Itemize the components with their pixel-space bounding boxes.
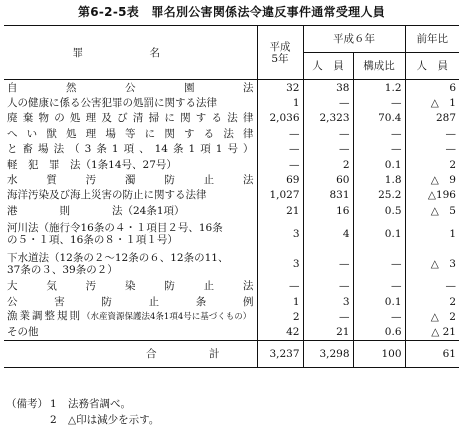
header-prev-persons: 人 員 [405, 53, 459, 80]
row-diff-value: △ 1 [405, 95, 459, 110]
row-h6-value: — [303, 126, 353, 141]
row-crime-name [4, 279, 257, 294]
row-diff-value: 2 [405, 294, 459, 309]
row-h5-value: 2 [257, 309, 303, 324]
row-h6-value: 831 [303, 188, 353, 203]
row-ratio-value: 1.8 [353, 172, 405, 187]
row-h5-value: 1,027 [257, 188, 303, 203]
row-diff-value: △ 5 [405, 203, 459, 218]
row-h5-value: 2,036 [257, 111, 303, 126]
row-h6-value: 2,323 [303, 111, 353, 126]
row-crime-name-text: 港 則 法（24条1項） [7, 204, 185, 217]
row-crime-name [4, 325, 257, 341]
header-h6-persons: 人 員 [303, 53, 353, 80]
row-crime-name-text: 海洋汚染及び海上災害の防止に関する法律 [7, 189, 207, 202]
row-h6-value: 38 [303, 80, 353, 96]
header-h5 [257, 26, 303, 80]
row-h5-value: 69 [257, 172, 303, 187]
row-crime-name [4, 172, 257, 187]
row-ratio-value: 1.2 [353, 80, 405, 96]
row-h5-value: — [257, 279, 303, 294]
row-ratio-value: 0.1 [353, 294, 405, 309]
row-crime-name [4, 157, 257, 172]
row-crime-name-text: その他 [7, 326, 39, 339]
row-ratio-value: — [353, 309, 405, 324]
row-crime-name [4, 203, 257, 218]
row-crime-name [4, 80, 257, 96]
row-diff-value: 6 [405, 80, 459, 96]
row-crime-name [4, 111, 257, 126]
table-row [4, 309, 459, 324]
total-h5-value: 3,237 [257, 341, 303, 368]
table-row [4, 249, 459, 279]
row-ratio-value: 0.5 [353, 203, 405, 218]
row-h5-value: 42 [257, 325, 303, 341]
header-h5-label: 平成 5年 [269, 40, 291, 65]
row-h5-value: 1 [257, 294, 303, 309]
row-crime-name-text: 公害防止条例 [7, 295, 254, 308]
row-ratio-value: 25.2 [353, 188, 405, 203]
row-crime-name [4, 294, 257, 309]
header-h6-ratio: 構成比 [353, 53, 405, 80]
table-row [4, 325, 459, 341]
total-label-cell [4, 341, 257, 368]
table-row [4, 279, 459, 294]
row-ratio-value: — [353, 142, 405, 157]
table-row [4, 203, 459, 218]
row-h6-value: 16 [303, 203, 353, 218]
table-row [4, 80, 459, 96]
row-crime-name-text: 人の健康に係る公害犯罪の処罰に関する法律 [7, 97, 217, 110]
table-row [4, 126, 459, 141]
statistics-table [4, 25, 459, 368]
row-ratio-value: — [353, 279, 405, 294]
total-diff-value: 61 [405, 341, 459, 368]
row-crime-name-note: （水産資源保護法4条1項4号に基づくもの） [82, 312, 252, 323]
row-diff-value: △ 3 [405, 249, 459, 279]
row-h6-value: — [303, 95, 353, 110]
row-diff-value: — [405, 142, 459, 157]
row-crime-name [4, 126, 257, 141]
notes-label: （備考） [6, 398, 48, 410]
header-crime: 罪 名 [4, 26, 257, 80]
row-ratio-value: — [353, 95, 405, 110]
note-row-2 [6, 412, 159, 428]
total-row [4, 341, 459, 368]
row-crime-name-main: 漁業調整規則 [7, 310, 82, 323]
row-crime-name-line: 下水道法（12条の２～12条の６、12条の11、 [7, 251, 229, 264]
table-row [4, 157, 459, 172]
row-ratio-value: 0.1 [353, 219, 405, 249]
row-ratio-value: 0.1 [353, 157, 405, 172]
row-crime-name-text: 水質汚濁防止法 [7, 174, 254, 187]
table-row [4, 111, 459, 126]
row-crime-name-text: へい獣処理場等に関する法律 [7, 127, 254, 140]
row-crime-name-line: 37条の３、39条の２） [7, 263, 118, 276]
row-crime-name-text: と畜場法（3条1項、14条1項1号） [7, 143, 254, 156]
row-crime-name-line: の５・１項、16条の８・１項１号） [7, 233, 178, 246]
row-crime-name-text: 廃棄物の処理及び清掃に関する法律 [7, 112, 254, 125]
table-row [4, 172, 459, 187]
note-text: △印は減少を示す。 [68, 414, 160, 426]
table-row [4, 95, 459, 110]
row-crime-name [4, 142, 257, 157]
row-h5-value: 1 [257, 95, 303, 110]
row-h6-value: 4 [303, 219, 353, 249]
row-crime-name-text: 軽 犯 罪 法（1条14号、27号） [7, 158, 177, 171]
row-crime-name [4, 219, 257, 249]
table-title: 第6-2-5表 罪名別公害関係法令違反事件通常受理人員 [77, 5, 386, 19]
note-row-1 [6, 396, 159, 412]
notes [6, 396, 159, 428]
row-crime-name-line: 河川法（施行令16条の４・１項目２号、16条 [7, 221, 223, 234]
header-prev-group: 前年比 [405, 26, 459, 53]
row-h6-value: — [303, 279, 353, 294]
table-row [4, 294, 459, 309]
row-diff-value: △ 9 [405, 172, 459, 187]
table-row [4, 142, 459, 157]
row-crime-name-text: 大気汚染防止法 [7, 280, 254, 293]
row-ratio-value: — [353, 126, 405, 141]
row-h5-value: 3 [257, 249, 303, 279]
row-h5-value: — [257, 126, 303, 141]
row-h6-value: 3 [303, 294, 353, 309]
note-number: 2 [50, 414, 57, 426]
row-h5-value: 32 [257, 80, 303, 96]
row-h6-value: — [303, 142, 353, 157]
note-text: 法務省調べ。 [68, 398, 131, 410]
row-crime-name-text: 自然公園法 [7, 81, 254, 94]
row-h6-value: 21 [303, 325, 353, 341]
row-diff-value: — [405, 279, 459, 294]
total-h6-value: 3,298 [303, 341, 353, 368]
table-row [4, 188, 459, 203]
row-diff-value: △ 2 [405, 309, 459, 324]
row-diff-value: 287 [405, 111, 459, 126]
row-h6-value: — [303, 249, 353, 279]
row-h6-value: 60 [303, 172, 353, 187]
total-label: 合 計 [146, 348, 220, 361]
row-diff-value: △196 [405, 188, 459, 203]
row-h5-value: 3 [257, 219, 303, 249]
row-diff-value: 1 [405, 219, 459, 249]
row-h6-value: — [303, 309, 353, 324]
total-ratio-value: 100 [353, 341, 405, 368]
row-diff-value: 2 [405, 157, 459, 172]
row-h6-value: 2 [303, 157, 353, 172]
table-row [4, 219, 459, 249]
header-h6-group: 平成６年 [303, 26, 405, 53]
row-crime-name [4, 249, 257, 279]
row-crime-name [4, 188, 257, 203]
row-h5-value: 21 [257, 203, 303, 218]
row-ratio-value: 70.4 [353, 111, 405, 126]
row-ratio-value: 0.6 [353, 325, 405, 341]
row-ratio-value: — [353, 249, 405, 279]
row-diff-value: — [405, 126, 459, 141]
row-crime-name [4, 309, 257, 324]
table-body [4, 80, 459, 368]
note-number: 1 [50, 398, 57, 410]
row-h5-value: — [257, 157, 303, 172]
row-h5-value: — [257, 142, 303, 157]
row-diff-value: △ 21 [405, 325, 459, 341]
row-crime-name [4, 95, 257, 110]
